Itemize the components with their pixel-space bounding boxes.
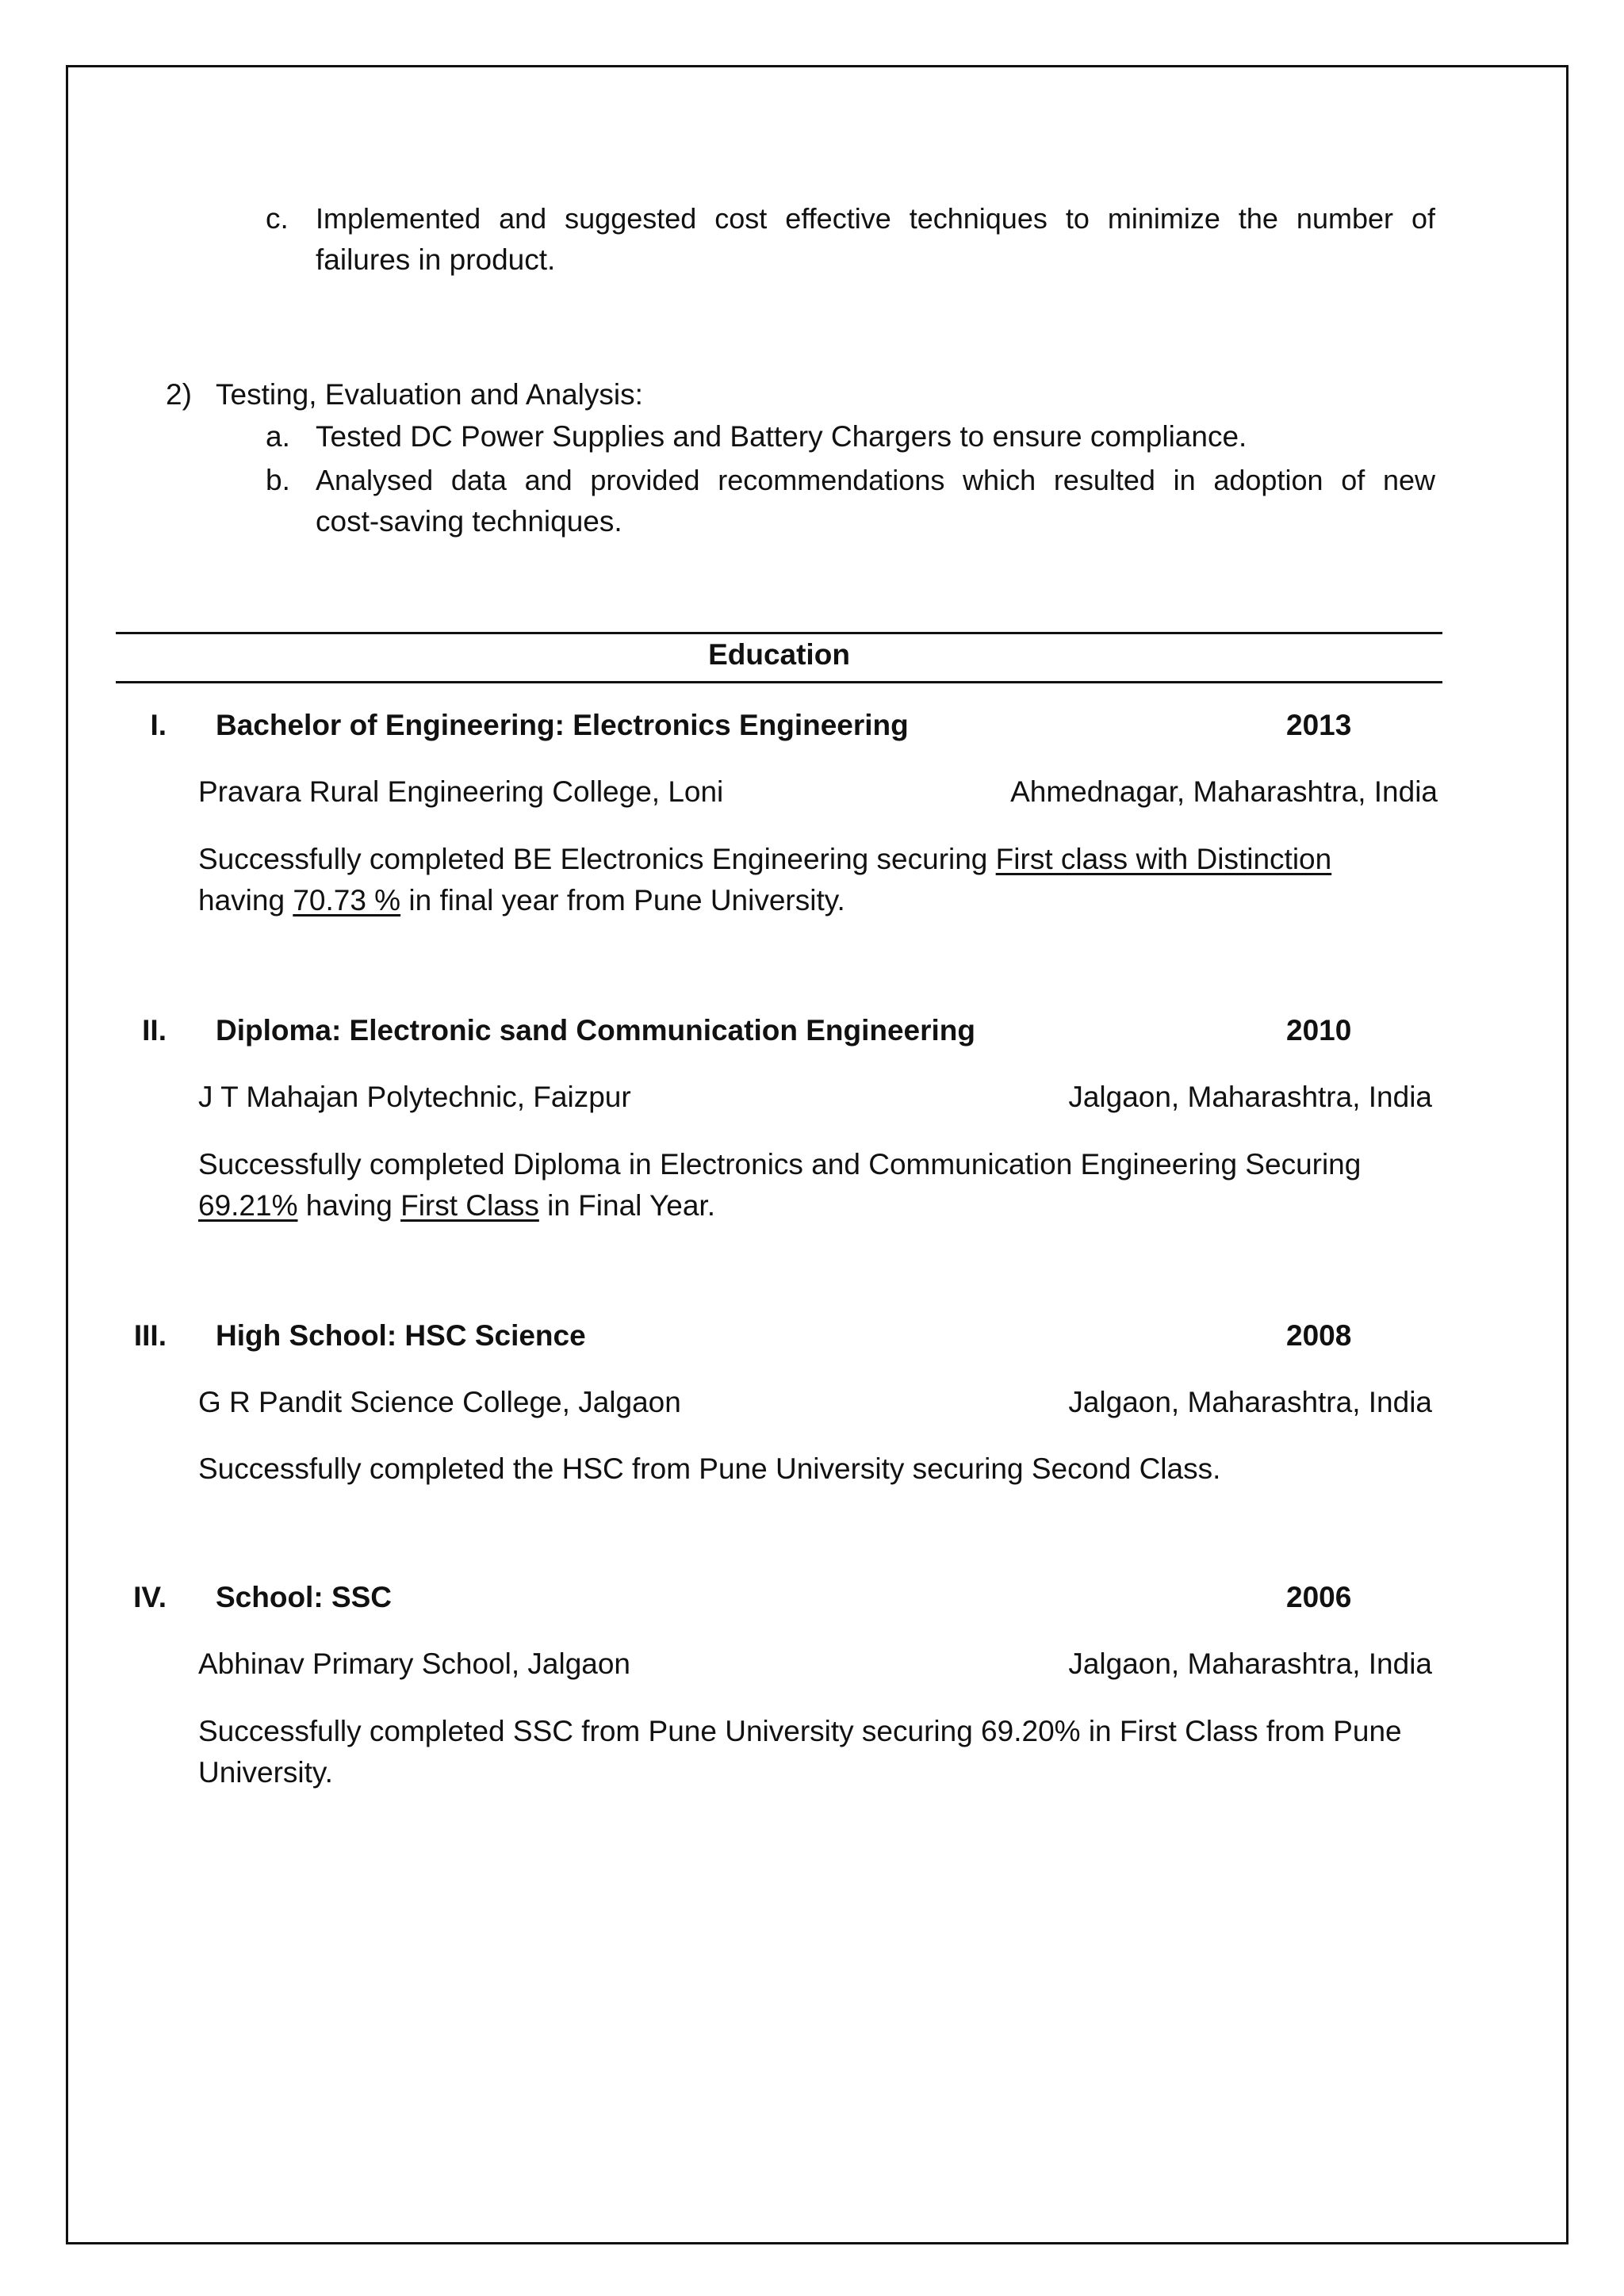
edu-1-desc-line2: [198, 880, 845, 921]
edu-4-desc-line2: University.: [198, 1756, 333, 1789]
edu-1-desc-line2-post: in final year from Pune University.: [400, 884, 845, 916]
edu-3-location: Jalgaon, Maharashtra, India: [1068, 1386, 1432, 1418]
edu-3-degree: High School: HSC Science: [216, 1319, 586, 1352]
edu-3-year: 2008: [1286, 1319, 1352, 1352]
section2-marker: 2): [166, 378, 192, 411]
edu-3-desc-line1: Successfully completed the HSC from Pune University securing Second Class.: [198, 1452, 1221, 1485]
edu-3-institution: G R Pandit Science College, Jalgaon: [198, 1386, 681, 1418]
item-c-marker: c.: [266, 202, 289, 235]
edu-4-numeral: IV.: [133, 1581, 167, 1613]
item-a-text: Tested DC Power Supplies and Battery Chargers to ensure compliance.: [316, 420, 1247, 453]
edu-1-desc-line1: [198, 839, 1331, 880]
edu-4-degree: School: SSC: [216, 1581, 393, 1613]
section2-heading: Testing, Evaluation and Analysis:: [216, 378, 643, 411]
item-c-line1: Implemented and suggested cost effective techniques to minimize the number of: [316, 202, 1435, 235]
edu-2-percentage: 69.21%: [198, 1189, 298, 1222]
edu-2-desc-line2-post: in Final Year.: [538, 1189, 715, 1222]
item-b-marker: b.: [266, 464, 290, 496]
item-a-marker: a.: [266, 420, 290, 453]
edu-1-honors: First class with Distinction: [995, 843, 1332, 875]
edu-2-institution: J T Mahajan Polytechnic, Faizpur: [198, 1081, 631, 1113]
edu-2-class: First Class: [400, 1189, 539, 1222]
item-b-line1: Analysed data and provided recommendations which resulted in adoption of new: [316, 464, 1435, 496]
item-c-line2: failures in product.: [316, 243, 556, 276]
edu-2-numeral: II.: [142, 1014, 167, 1047]
edu-4-year: 2006: [1286, 1581, 1352, 1613]
edu-1-degree: Bachelor of Engineering: Electronics Engineering: [216, 709, 909, 741]
edu-1-institution: Pravara Rural Engineering College, Loni: [198, 775, 724, 808]
edu-2-location: Jalgaon, Maharashtra, India: [1068, 1081, 1432, 1113]
edu-1-location: Ahmednagar, Maharashtra, India: [1010, 775, 1438, 808]
edu-4-institution: Abhinav Primary School, Jalgaon: [198, 1647, 631, 1680]
edu-2-desc-line1: Successfully completed Diploma in Electronics and Communication Engineering Securing: [198, 1148, 1362, 1181]
edu-4-location: Jalgaon, Maharashtra, India: [1068, 1647, 1432, 1680]
edu-3-numeral: III.: [133, 1319, 167, 1352]
edu-1-year: 2013: [1286, 709, 1352, 741]
edu-4-desc-line1: Successfully completed SSC from Pune University securing 69.20% in First Class from Pune: [198, 1715, 1402, 1747]
edu-1-percentage: 70.73 %: [293, 884, 401, 916]
edu-2-desc-line2: [198, 1185, 715, 1226]
edu-2-degree: Diploma: Electronic sand Communication Engineering: [216, 1014, 976, 1047]
edu-2-year: 2010: [1286, 1014, 1352, 1047]
edu-1-desc-line2-pre: having: [198, 884, 293, 916]
education-rule-bottom: [116, 681, 1442, 683]
item-b-line2: cost-saving techniques.: [316, 505, 622, 538]
edu-1-numeral: I.: [150, 709, 167, 741]
edu-1-desc-line1-pre: Successfully completed BE Electronics Engineering securing: [198, 843, 996, 875]
education-title: Education: [708, 638, 850, 671]
edu-2-desc-line2-mid: having: [297, 1189, 401, 1222]
